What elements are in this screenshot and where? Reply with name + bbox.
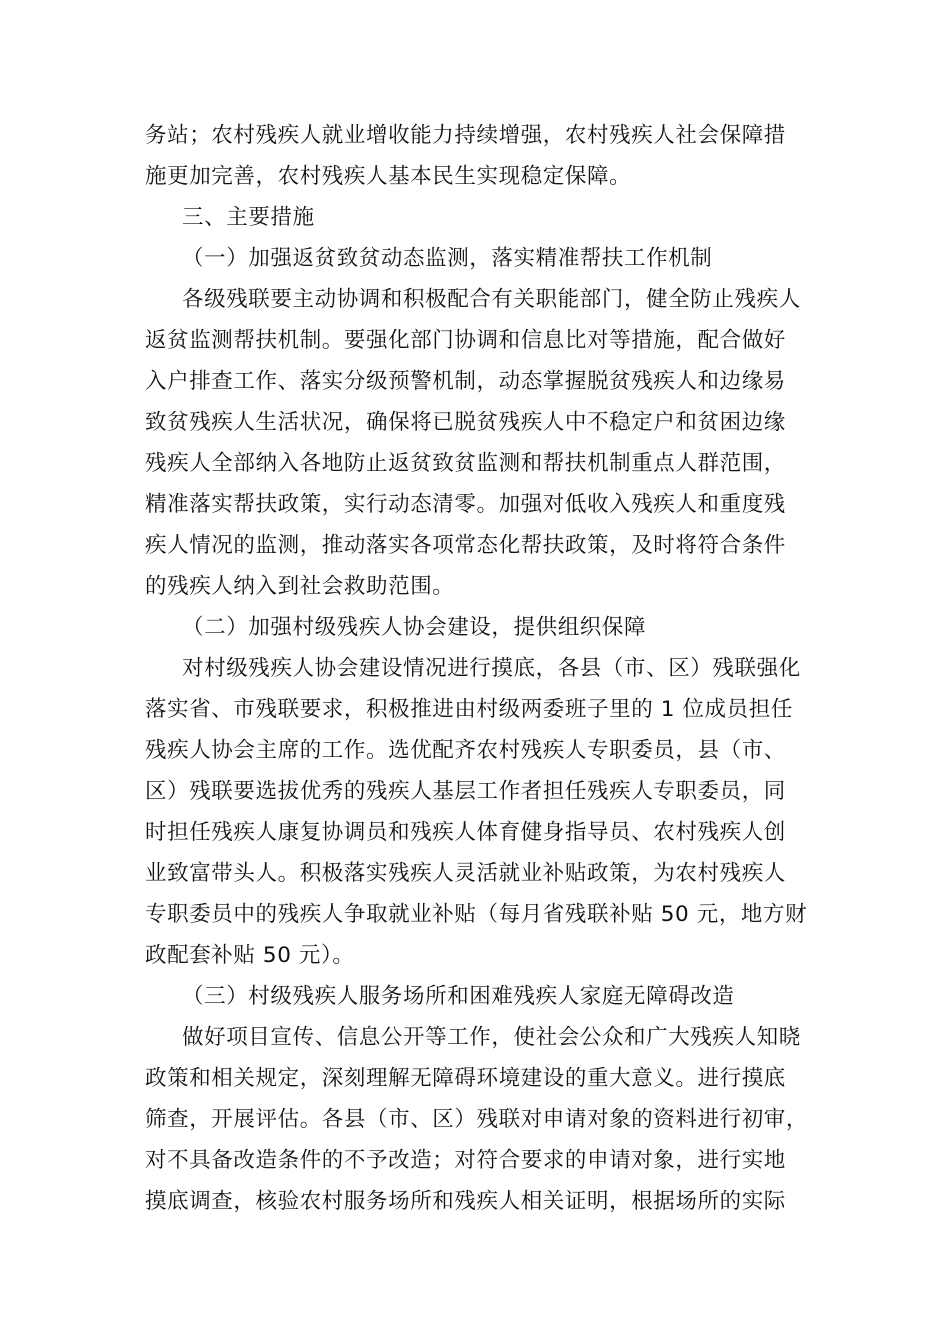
body-text-line: 政策和相关规定，深刻理解无障碍环境建设的重大意义。进行摸底 (145, 1066, 786, 1091)
body-text-line: 致贫残疾人生活状况，确保将已脱贫残疾人中不稳定户和贫困边缘 (145, 410, 786, 435)
body-text-line: 做好项目宣传、信息公开等工作，使社会公众和广大残疾人知晓 (182, 1025, 801, 1050)
body-text-line: 时担任残疾人康复协调员和残疾人体育健身指导员、农村残疾人创 (145, 820, 786, 845)
body-text-line: 疾人情况的监测，推动落实各项常态化帮扶政策，及时将符合条件 (145, 533, 786, 558)
subsection-heading: （二）加强村级残疾人协会建设，提供组织保障 (182, 615, 647, 640)
body-text-line: 业致富带头人。积极落实残疾人灵活就业补贴政策，为农村残疾人 (145, 861, 786, 886)
body-text-line: 落实省、市残联要求，积极推进由村级两委班子里的 1 位成员担任 (145, 697, 793, 722)
section-heading: 三、主要措施 (182, 205, 315, 230)
body-text-line: 残疾人全部纳入各地防止返贫致贫监测和帮扶机制重点人群范围， (145, 451, 786, 476)
body-text-line: 区）残联要选拔优秀的残疾人基层工作者担任残疾人专职委员，同 (145, 779, 786, 804)
subsection-heading: （一）加强返贫致贫动态监测，落实精准帮扶工作机制 (182, 246, 713, 271)
body-text-line: 专职委员中的残疾人争取就业补贴（每月省残联补贴 50 元，地方财 (145, 902, 808, 927)
body-text-line: 残疾人协会主席的工作。选优配齐农村残疾人专职委员，县（市、 (145, 738, 786, 763)
body-text-line: 摸底调查，核验农村服务场所和残疾人相关证明，根据场所的实际 (145, 1189, 786, 1214)
body-text-line: 入户排查工作、落实分级预警机制，动态掌握脱贫残疾人和边缘易 (145, 369, 786, 394)
subsection-heading: （三）村级残疾人服务场所和困难残疾人家庭无障碍改造 (182, 984, 735, 1009)
body-text-line: 对村级残疾人协会建设情况进行摸底，各县（市、区）残联强化 (182, 656, 801, 681)
body-text-line: 各级残联要主动协调和积极配合有关职能部门，健全防止残疾人 (182, 287, 801, 312)
body-text-line: 返贫监测帮扶机制。要强化部门协调和信息比对等措施，配合做好 (145, 328, 786, 353)
body-text-line: 的残疾人纳入到社会救助范围。 (145, 574, 455, 599)
body-text-line: 务站；农村残疾人就业增收能力持续增强，农村残疾人社会保障措 (145, 123, 786, 148)
body-text-line: 施更加完善，农村残疾人基本民生实现稳定保障。 (145, 164, 632, 189)
body-text-line: 对不具备改造条件的不予改造；对符合要求的申请对象，进行实地 (145, 1148, 786, 1173)
body-text-line: 政配套补贴 50 元）。 (145, 943, 355, 968)
body-text-line: 精准落实帮扶政策，实行动态清零。加强对低收入残疾人和重度残 (145, 492, 786, 517)
body-text-line: 筛查，开展评估。各县（市、区）残联对申请对象的资料进行初审， (145, 1107, 809, 1132)
